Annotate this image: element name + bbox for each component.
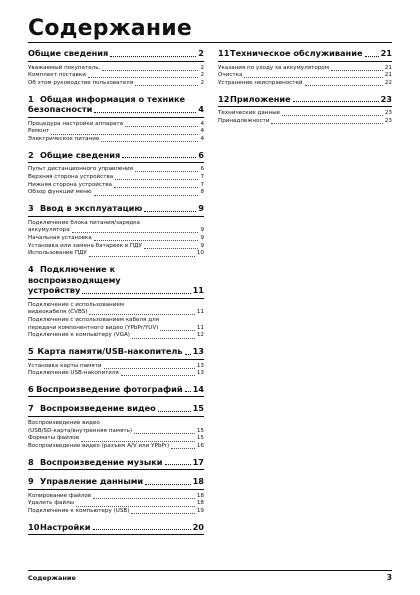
- toc-entry[interactable]: Подключение к компьютеру (USB) 19: [28, 508, 204, 515]
- toc-section-heading[interactable]: [28, 457, 204, 468]
- toc-section: [218, 48, 392, 88]
- toc-section: [28, 457, 204, 471]
- toc-entry[interactable]: Воспроизведение видео (USB/SD-карта/внутренняя память) 15: [28, 419, 204, 434]
- section-number: 9: [28, 476, 34, 487]
- toc-section: [28, 522, 204, 536]
- section-title: Управление данными: [40, 476, 144, 487]
- section-page: 13: [192, 346, 204, 357]
- toc-section-heading[interactable]: [28, 94, 204, 115]
- toc-section-heading[interactable]: [28, 403, 204, 414]
- section-title: Общие сведения: [40, 149, 121, 160]
- section-title: Воспроизведение видео: [40, 403, 156, 414]
- toc-entry[interactable]: Воспроизведение видео (разъем A/V или YPbPr) 16: [28, 443, 204, 450]
- toc-left-column: [28, 48, 204, 541]
- page-title: Содержание: [28, 16, 192, 41]
- toc-section: [28, 150, 204, 197]
- toc-section-heading[interactable]: [28, 346, 204, 357]
- section-title: Воспроизведение фотографий: [36, 383, 183, 394]
- toc-section-heading[interactable]: [28, 264, 204, 296]
- section-title: Общие сведения: [28, 48, 109, 58]
- section-page: 2: [198, 48, 204, 58]
- toc-entry[interactable]: Начальная установка 9: [28, 234, 204, 241]
- toc-entry[interactable]: Форматы файлов 15: [28, 435, 204, 442]
- section-page: 15: [192, 403, 204, 414]
- section-title: Воспроизведение музыки: [40, 456, 163, 467]
- toc-entry[interactable]: Копирование файлов 18: [28, 492, 204, 499]
- toc-entry[interactable]: Подключение блока питания/зарядка аккумулятора 9: [28, 219, 204, 234]
- toc-entry[interactable]: Ремонт 4: [28, 128, 204, 135]
- section-page: 9: [198, 203, 204, 214]
- toc-section: [28, 346, 204, 378]
- toc-entry[interactable]: Уважаемый покупатель, 2: [28, 64, 204, 71]
- section-page: 17: [192, 456, 204, 467]
- toc-entry[interactable]: Комплект поставки 2: [28, 72, 204, 79]
- page-number: 3: [386, 573, 392, 582]
- toc-entry[interactable]: Использование ПДУ 10: [28, 250, 204, 257]
- section-number: 12: [218, 93, 230, 104]
- toc-section-heading[interactable]: [28, 48, 204, 59]
- toc-section: [28, 403, 204, 450]
- toc-section: [28, 384, 204, 398]
- toc-entry[interactable]: Указания по уходу за аккумулятором 21: [218, 64, 392, 71]
- toc-section: [218, 94, 392, 126]
- toc-entry[interactable]: Подключение к компьютеру (VGA) 12: [28, 332, 204, 339]
- toc-section-heading[interactable]: [218, 48, 392, 59]
- toc-entry[interactable]: Подключение с использованием кабеля для передачи компонентного видео (YPbPr/YUV) 11: [28, 316, 204, 331]
- toc-entry[interactable]: Устранение неисправностей 22: [218, 79, 392, 86]
- toc-entry[interactable]: Об этом руководстве пользователя 2: [28, 79, 204, 86]
- footer-rule: [28, 570, 392, 571]
- section-page: 21: [380, 48, 392, 58]
- section-title-cont: устройству: [28, 285, 81, 296]
- section-number: 2: [28, 149, 34, 160]
- toc-section: [28, 203, 204, 258]
- toc-entry[interactable]: Подключение с использованием видеокабеля (CVBS) 11: [28, 301, 204, 316]
- section-title: Ввод в эксплуатацию: [40, 203, 143, 214]
- toc-entry[interactable]: Электрическое питание 4: [28, 136, 204, 143]
- toc-entry[interactable]: Пульт дистанционного управления 6: [28, 166, 204, 173]
- toc-entry[interactable]: Установка карты памяти 13: [28, 362, 204, 369]
- toc-section: [28, 476, 204, 516]
- section-number: 10: [28, 521, 40, 532]
- section-title: Приложение: [230, 93, 291, 104]
- toc-entry[interactable]: Процедура настройки аппарата 4: [28, 120, 204, 127]
- toc-section-heading[interactable]: [28, 203, 204, 214]
- section-page: 6: [198, 149, 204, 160]
- toc-section: [28, 48, 204, 88]
- toc-section-heading[interactable]: [28, 384, 204, 395]
- toc-entry[interactable]: Установка или замена батареек в ПДУ 9: [28, 242, 204, 249]
- section-title: Карта памяти/USB-накопитель: [37, 346, 183, 357]
- toc-section: [28, 264, 204, 340]
- section-number: 5: [28, 346, 34, 357]
- toc-section-heading[interactable]: [28, 522, 204, 533]
- toc-section-heading[interactable]: [28, 476, 204, 487]
- toc-entry[interactable]: Обзор функций меню 8: [28, 189, 204, 196]
- toc-entry[interactable]: Технические данные 23: [218, 110, 392, 117]
- toc-section: [28, 94, 204, 144]
- section-title: Техническое обслуживание: [230, 48, 363, 58]
- section-number: 3: [28, 203, 34, 214]
- section-title: Подключение к воспроизводящему: [28, 264, 121, 285]
- section-page: 20: [192, 521, 204, 532]
- section-page: 23: [380, 93, 392, 104]
- section-page: 4: [198, 104, 204, 115]
- section-page: 11: [192, 285, 204, 296]
- toc-entry[interactable]: Нижняя сторона устройства 7: [28, 181, 204, 188]
- section-title: Настройки: [40, 521, 91, 532]
- toc-section-heading[interactable]: [28, 150, 204, 161]
- section-number: 7: [28, 403, 34, 414]
- section-number: 11: [218, 48, 230, 58]
- toc-entry[interactable]: Подключение USB-накопителя 13: [28, 370, 204, 377]
- toc-right-column: [218, 48, 392, 132]
- toc-entry[interactable]: Удалить файлы 18: [28, 500, 204, 507]
- leader-dots: [110, 56, 196, 57]
- section-title: Общая информация о технике: [40, 93, 186, 104]
- section-number: 1: [28, 93, 34, 104]
- section-number: 6: [28, 383, 34, 394]
- section-title-cont: безопасности: [28, 104, 93, 115]
- section-page: 14: [192, 383, 204, 394]
- section-number: 8: [28, 456, 34, 467]
- toc-entry[interactable]: Очистка 21: [218, 72, 392, 79]
- title-rule: [28, 42, 392, 43]
- section-number: 4: [28, 264, 34, 275]
- toc-section-heading[interactable]: [218, 94, 392, 105]
- section-page: 18: [192, 476, 204, 487]
- footer-label: Содержание: [28, 574, 76, 582]
- toc-entry[interactable]: Принадлежности 23: [218, 117, 392, 124]
- toc-entry[interactable]: Верхняя сторона устройства 7: [28, 173, 204, 180]
